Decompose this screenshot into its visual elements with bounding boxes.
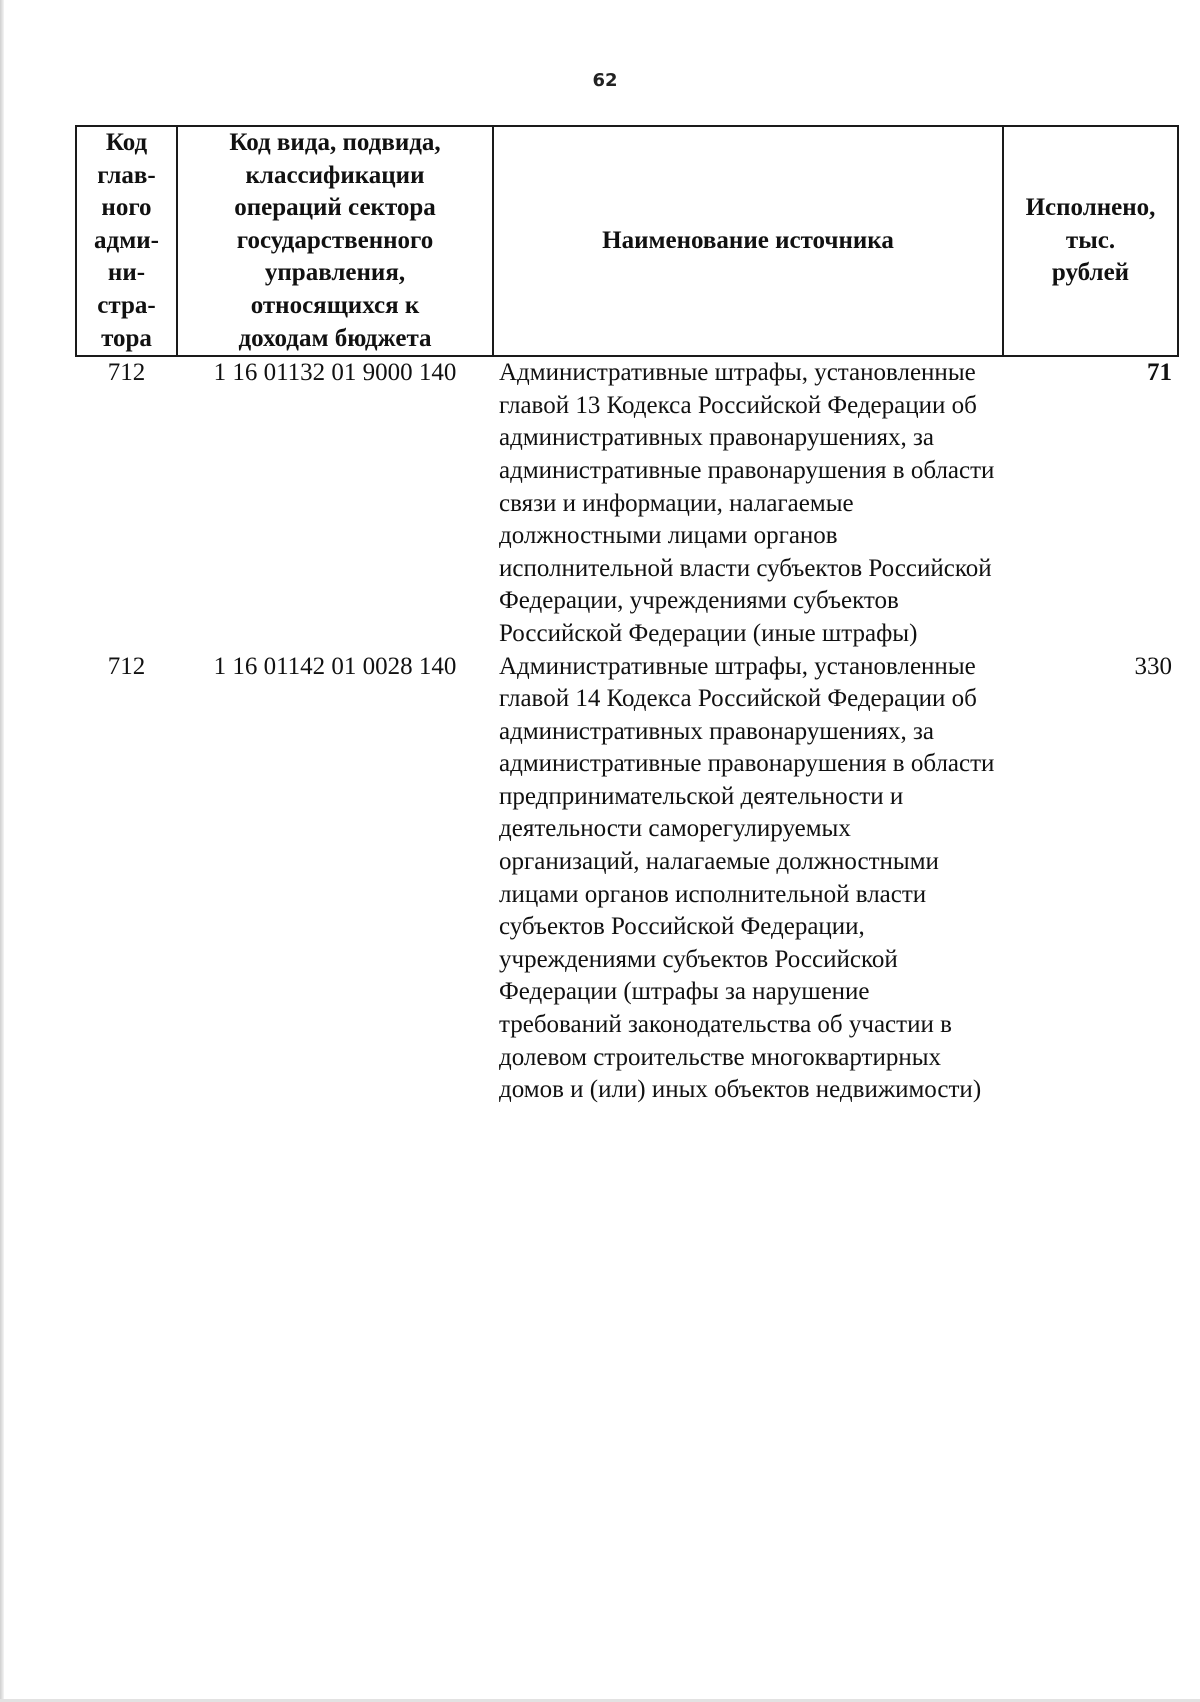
admin-code-cell: 712 — [107, 359, 146, 387]
classification-code-cell: 1 16 01142 01 0028 140 — [213, 652, 457, 680]
table-row — [76, 651, 1178, 1107]
revenue-sources-table — [75, 125, 1179, 1107]
scan-edge-left — [0, 0, 4, 1702]
table-row — [76, 356, 1178, 650]
header-admin-code: Код глав- ного адми- ни- стра- тора — [76, 126, 177, 356]
header-amount: Исполнено, тыс. рублей — [1003, 126, 1178, 356]
amount-cell: 330 — [1134, 652, 1172, 680]
header-classification-code: Код вида, подвида, классификации операций сектора государственного управления, относящихся к доходам бюджета — [177, 126, 493, 356]
amount-cell: 71 — [1147, 359, 1172, 387]
admin-code-cell: 712 — [107, 652, 146, 680]
table-body — [76, 356, 1178, 1107]
header-row — [76, 126, 1178, 356]
page-number: 62 — [592, 70, 618, 91]
header-source-name: Наименование источника — [493, 126, 1003, 356]
table-header — [76, 126, 1178, 356]
source-name-cell: Административные штрафы, установленные главой 13 Кодекса Российской Федерации об административных правонарушениях, за административные правонарушения в области связи и информации, налагаемые должностными лицами органов исполнительной власти субъектов Российской Федерации, учреждениями субъектов Российской Федерации (иные штрафы) — [499, 359, 995, 647]
source-name-cell: Административные штрафы, установленные главой 14 Кодекса Российской Федерации об административных правонарушениях, за административные правонарушения в области предпринимательской деятельности и деятельности саморегулируемых организаций, налагаемые должностными лицами органов исполнительной власти субъектов Российской Федерации, учреждениями субъектов Российской Федерации (штрафы за нарушение требований законодательства об участии в долевом строительстве многоквартирных домов и (или) иных объектов недвижимости) — [499, 652, 995, 1104]
classification-code-cell: 1 16 01132 01 9000 140 — [213, 359, 457, 387]
